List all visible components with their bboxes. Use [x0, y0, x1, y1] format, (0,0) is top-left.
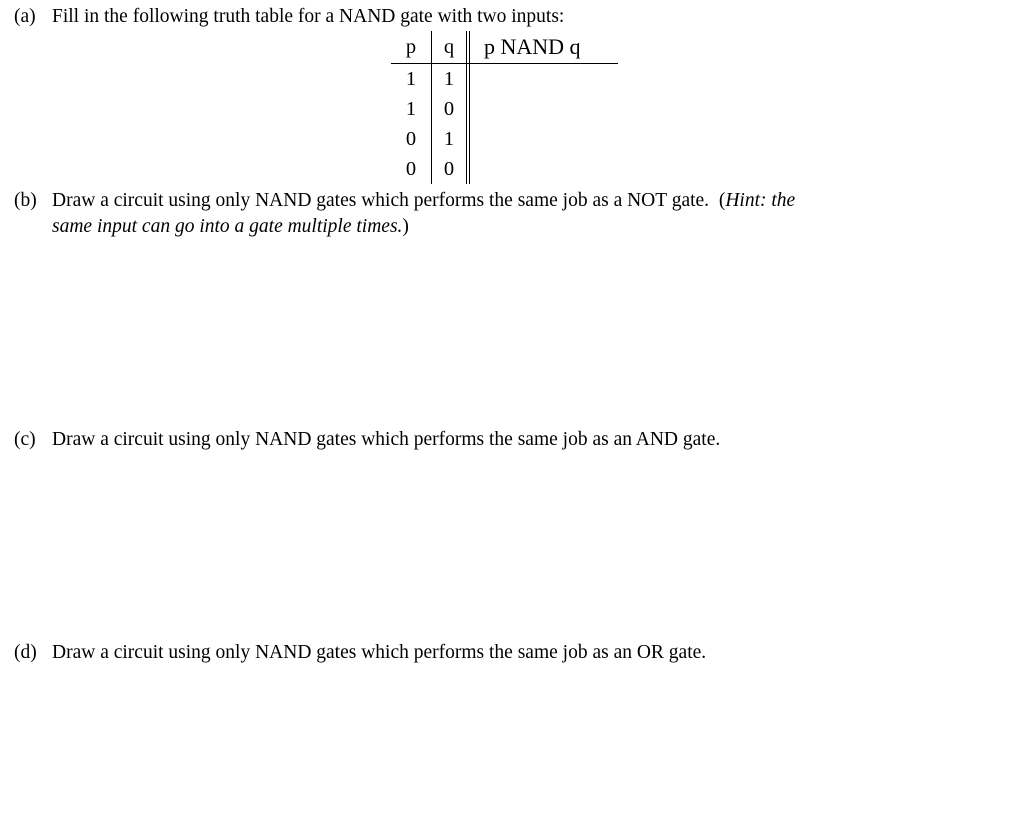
truth-table-header — [391, 31, 618, 64]
cell-q: 1 — [432, 64, 470, 94]
header-p: p — [391, 31, 432, 63]
cell-answer[interactable] — [470, 64, 618, 94]
cell-answer[interactable] — [470, 94, 618, 124]
question-b-text: Draw a circuit using only NAND gates which performs the same job as a NOT gate. — [52, 190, 710, 211]
cell-p: 1 — [391, 64, 432, 94]
cell-p: 0 — [391, 124, 432, 154]
table-row — [391, 124, 618, 154]
header-q: q — [432, 31, 470, 63]
cell-answer[interactable] — [470, 124, 618, 154]
question-a — [14, 4, 564, 30]
table-row — [391, 154, 618, 184]
question-b — [14, 188, 795, 240]
cell-p: 0 — [391, 154, 432, 184]
table-row — [391, 64, 618, 94]
header-p-nand-q: p NAND q — [484, 34, 581, 59]
question-d-label: (d) — [14, 642, 37, 663]
question-d-text: Draw a circuit using only NAND gates which performs the same job as an OR gate. — [52, 642, 707, 663]
hint-close-paren: ) — [402, 216, 409, 237]
question-b-label: (b) — [14, 190, 37, 211]
question-c-text: Draw a circuit using only NAND gates which performs the same job as an AND gate. — [52, 429, 721, 450]
cell-q: 0 — [432, 154, 470, 184]
cell-answer[interactable] — [470, 154, 618, 184]
question-c-label: (c) — [14, 429, 36, 450]
question-d — [14, 640, 706, 666]
table-row — [391, 94, 618, 124]
question-a-text: Fill in the following truth table for a NAND gate with two inputs: — [52, 6, 565, 27]
cell-q: 1 — [432, 124, 470, 154]
question-c — [14, 427, 720, 453]
hint-line-1: Hint: the — [725, 190, 796, 211]
hint-line-2: same input can go into a gate multiple times. — [52, 216, 403, 237]
question-a-label: (a) — [14, 6, 36, 27]
truth-table — [391, 31, 618, 184]
cell-q: 0 — [432, 94, 470, 124]
hint-open-paren: ( — [718, 190, 726, 211]
cell-p: 1 — [391, 94, 432, 124]
